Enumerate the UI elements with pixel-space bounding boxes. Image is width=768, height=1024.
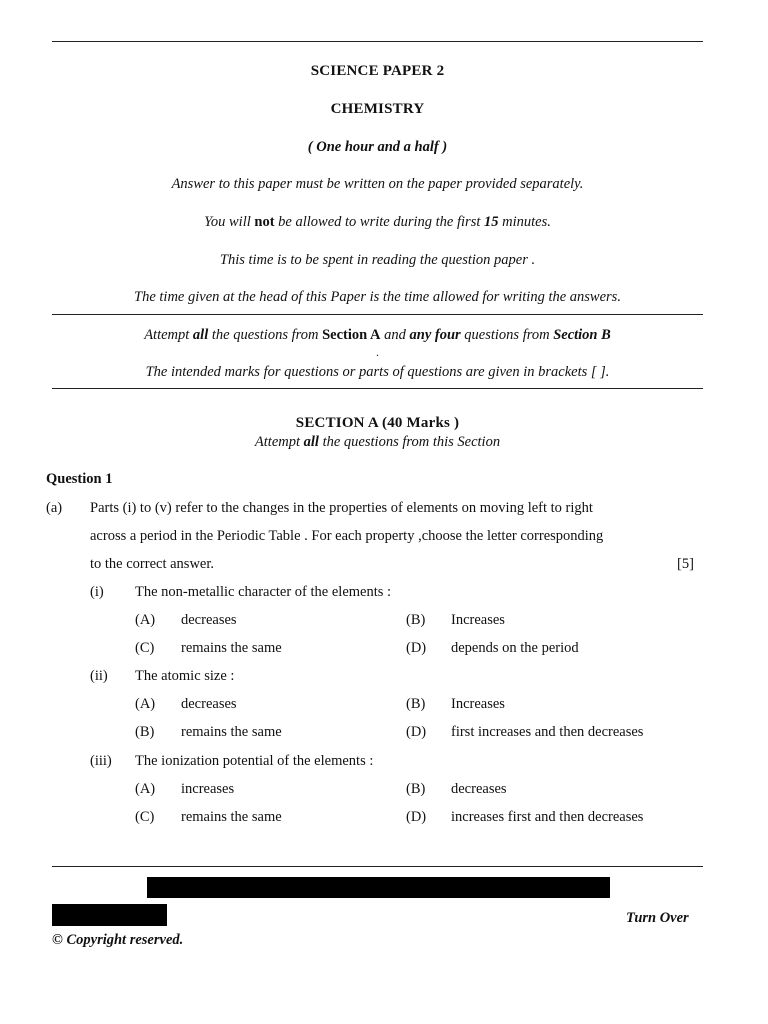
subpart-number: (ii) (90, 668, 108, 684)
option-text: remains the same (181, 809, 282, 825)
instruction-3: This time is to be spent in reading the question paper . (219, 252, 536, 268)
duration: ( One hour and a half ) (307, 139, 448, 155)
rule-2 (52, 314, 703, 315)
subject-title: CHEMISTRY (330, 101, 425, 117)
question-line-1: Parts (i) to (v) refer to the changes in the properties of elements on moving left to right (90, 500, 593, 516)
section-title: SECTION A (40 Marks ) (295, 415, 460, 431)
marks-note: The intended marks for questions or parts of questions are given in brackets [ ]. (145, 364, 610, 380)
section-subtitle: Attempt all the questions from this Section (254, 434, 501, 450)
option-letter: (B) (406, 612, 426, 628)
footer-rule (52, 866, 703, 867)
question-title: Question 1 (46, 471, 113, 487)
option-letter: (B) (406, 781, 426, 797)
subpart-number: (i) (90, 584, 104, 600)
option-letter: (B) (406, 696, 426, 712)
question-line-3: to the correct answer. (90, 556, 215, 572)
option-letter: (C) (135, 809, 155, 825)
subpart-text: The atomic size : (135, 668, 235, 684)
subpart-text: The ionization potential of the elements : (135, 753, 374, 769)
turn-over: Turn Over (626, 910, 689, 926)
stray-dot: . (376, 345, 379, 359)
question-line-2: across a period in the Periodic Table . For each property ,choose the letter corresponding (90, 528, 604, 544)
option-letter: (A) (135, 781, 156, 797)
option-text: decreases (181, 696, 237, 712)
option-letter: (A) (135, 696, 156, 712)
redaction-bar (52, 904, 167, 926)
option-text: increases (181, 781, 235, 797)
option-text: remains the same (181, 724, 282, 740)
instruction-2: You will not be allowed to write during the first 15 minutes. (204, 214, 551, 230)
option-text: depends on the period (451, 640, 579, 656)
option-letter: (A) (135, 612, 156, 628)
option-text: Increases (451, 612, 505, 628)
option-text: remains the same (181, 640, 282, 656)
part-label: (a) (46, 500, 63, 516)
instruction-4: The time given at the head of this Paper is the time allowed for writing the answers. (134, 289, 621, 305)
option-letter: (C) (135, 640, 155, 656)
option-letter: (D) (406, 640, 427, 656)
option-text: first increases and then decreases (451, 724, 644, 740)
option-text: decreases (181, 612, 237, 628)
option-text: increases first and then decreases (451, 809, 644, 825)
option-letter: (B) (135, 724, 155, 740)
option-text: decreases (451, 781, 507, 797)
subpart-text: The non-metallic character of the elements : (135, 584, 392, 600)
option-text: Increases (451, 696, 505, 712)
paper-title: SCIENCE PAPER 2 (310, 63, 445, 79)
redaction-bar (147, 877, 610, 898)
copyright: © Copyright reserved. (52, 932, 184, 948)
subpart-number: (iii) (90, 753, 112, 769)
option-letter: (D) (406, 724, 427, 740)
rule-3 (52, 388, 703, 389)
attempt-instruction: Attempt all the questions from Section A and any four questions from Section B (144, 327, 611, 343)
marks-bracket: [5] (677, 556, 694, 572)
top-rule (52, 41, 703, 42)
instruction-1: Answer to this paper must be written on the paper provided separately. (171, 176, 584, 192)
option-letter: (D) (406, 809, 427, 825)
